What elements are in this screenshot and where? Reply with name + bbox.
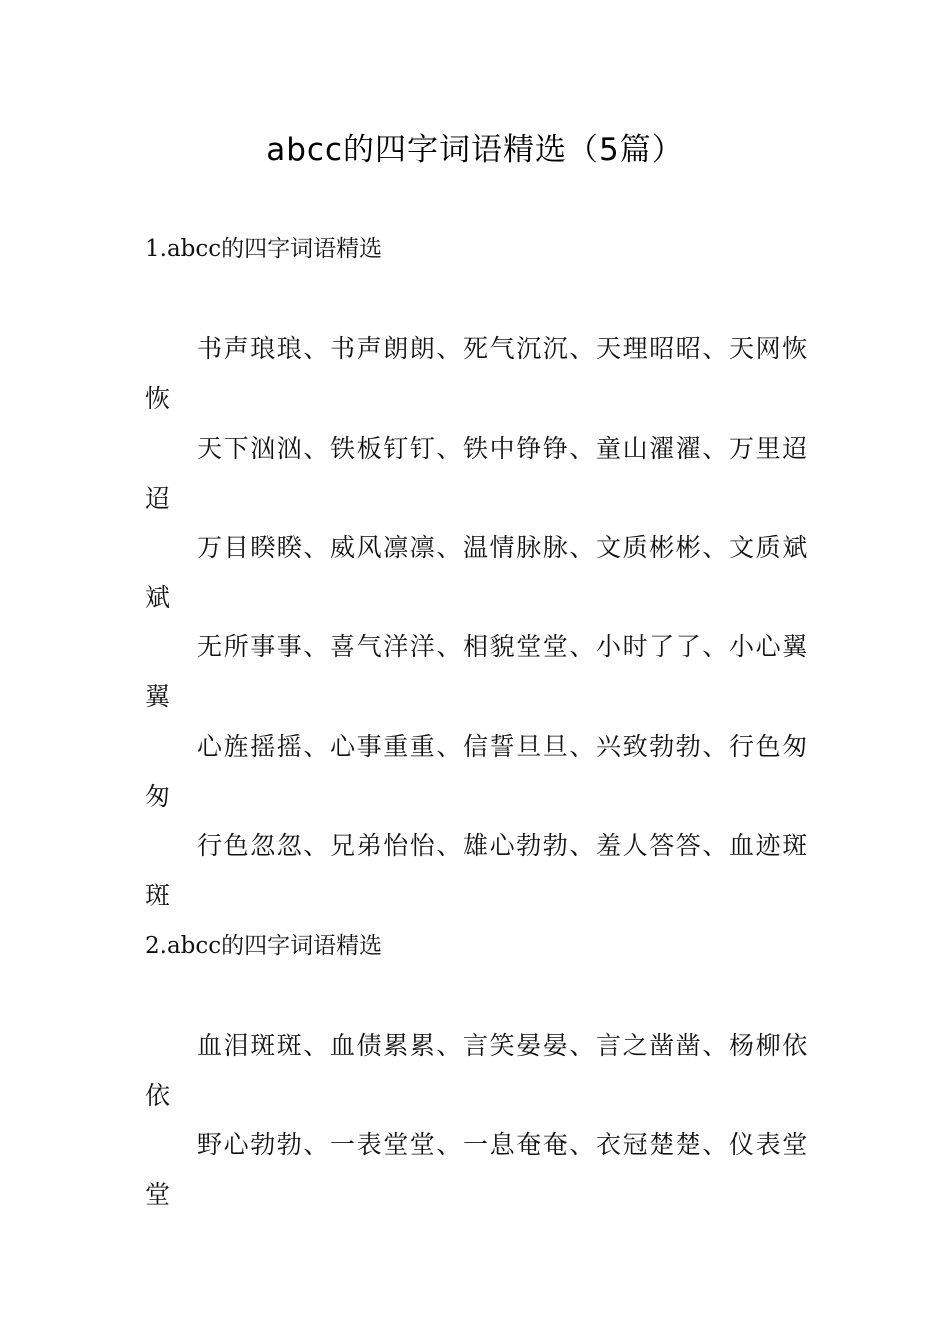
section-heading-1: 1.abcc的四字词语精选	[145, 236, 383, 262]
paragraph: 野心勃勃、一表堂堂、一息奄奄、衣冠楚楚、仪表堂堂	[145, 1130, 809, 1209]
section-heading-2: 2.abcc的四字词语精选	[145, 933, 383, 959]
paragraph: 书声琅琅、书声朗朗、死气沉沉、天理昭昭、天网恢恢	[145, 334, 809, 413]
paragraph: 血泪斑斑、血债累累、言笑晏晏、言之凿凿、杨柳依依	[145, 1031, 809, 1110]
paragraph: 行色忽忽、兄弟怡怡、雄心勃勃、羞人答答、血迹斑斑	[145, 831, 809, 910]
paragraph: 无所事事、喜气洋洋、相貌堂堂、小时了了、小心翼翼	[145, 632, 809, 711]
page-title: abcc的四字词语精选（5篇）	[266, 132, 684, 168]
paragraph: 万目睽睽、威风凛凛、温情脉脉、文质彬彬、文质斌斌	[145, 533, 809, 612]
paragraph: 天下汹汹、铁板钉钉、铁中铮铮、童山濯濯、万里迢迢	[145, 434, 809, 513]
paragraph: 心旌摇摇、心事重重、信誓旦旦、兴致勃勃、行色匆匆	[145, 732, 809, 811]
